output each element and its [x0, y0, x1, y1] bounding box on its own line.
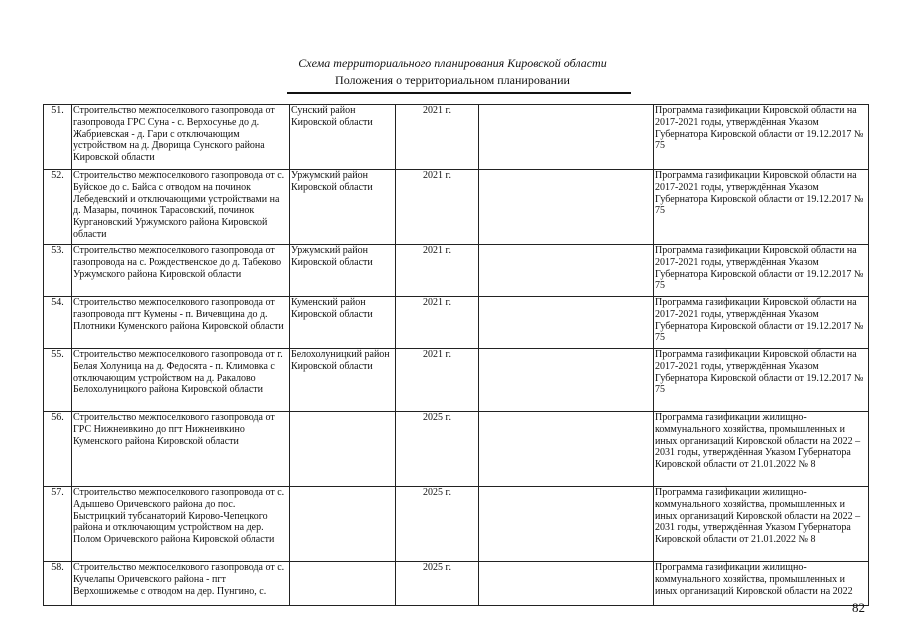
row-number: 53.: [44, 245, 72, 297]
notes-cell: [479, 105, 654, 170]
row-number: 52.: [44, 170, 72, 245]
object-name-cell: Строительство межпоселкового газопровода от газопровода ГРС Суна - с. Верхосунье до д. Жабриевская - д. Гари с отключающим устройством на д. Дворища Сунского района Кировской области: [72, 105, 290, 170]
notes-cell: [479, 562, 654, 606]
notes-cell: [479, 297, 654, 349]
year-cell: 2025 г.: [396, 412, 479, 487]
object-name-cell: Строительство межпоселкового газопровода от с. Адышево Оричевского района до пос. Быстрицкий тубсанаторий Кирово-Чепецкого района и отключающим устройством на дер. Полом Оричевского района Кировской области: [72, 487, 290, 562]
notes-cell: [479, 412, 654, 487]
object-name-cell: Строительство межпоселкового газопровода от с. Буйское до с. Байса с отводом на починок Лебедевский и отключающими устройствами на д. Мазары, починок Тарасовский, починок Кургановский Уржумского района Кировской области: [72, 170, 290, 245]
table-row: [44, 562, 869, 606]
row-number: 57.: [44, 487, 72, 562]
row-number: 51.: [44, 105, 72, 170]
notes-cell: [479, 245, 654, 297]
object-name-cell: Строительство межпоселкового газопровода от ГРС Нижнеивкино до пгт Нижнеивкино Куменского района Кировской области: [72, 412, 290, 487]
district-cell: [290, 562, 396, 606]
table-row: [44, 349, 869, 412]
table-row: [44, 297, 869, 349]
table-row: [44, 245, 869, 297]
row-number: 55.: [44, 349, 72, 412]
year-cell: 2021 г.: [396, 170, 479, 245]
program-cell: Программа газификации жилищно-коммунального хозяйства, промышленных и иных организаций Кировской области на 2022: [654, 562, 869, 606]
program-cell: Программа газификации Кировской области на 2017-2021 годы, утверждённая Указом Губернатора Кировской области от 19.12.2017 № 75: [654, 297, 869, 349]
table-row: [44, 105, 869, 170]
district-cell: Сунский район Кировской области: [290, 105, 396, 170]
table-body: [44, 105, 869, 606]
district-cell: [290, 412, 396, 487]
district-cell: Куменский район Кировской области: [290, 297, 396, 349]
row-number: 56.: [44, 412, 72, 487]
year-cell: 2021 г.: [396, 105, 479, 170]
year-cell: 2021 г.: [396, 245, 479, 297]
year-cell: 2025 г.: [396, 562, 479, 606]
district-cell: Белохолуницкий район Кировской области: [290, 349, 396, 412]
program-cell: Программа газификации жилищно-коммунального хозяйства, промышленных и иных организаций Кировской области на 2022 – 2031 годы, утверждённая Указом Губернатора Кировской области от 21.01.2022 № 8: [654, 487, 869, 562]
table-row: [44, 412, 869, 487]
program-cell: Программа газификации Кировской области на 2017-2021 годы, утверждённая Указом Губернатора Кировской области от 19.12.2017 № 75: [654, 170, 869, 245]
year-cell: 2021 г.: [396, 349, 479, 412]
object-name-cell: Строительство межпоселкового газопровода от газопровода пгт Кумены - п. Вичевщина до д. Плотники Куменского района Кировской области: [72, 297, 290, 349]
header-rule: [287, 92, 631, 94]
document-title: Схема территориального планирования Кировской области: [298, 56, 607, 70]
notes-cell: [479, 349, 654, 412]
page-number: 82: [852, 600, 865, 615]
notes-cell: [479, 487, 654, 562]
program-cell: Программа газификации Кировской области на 2017-2021 годы, утверждённая Указом Губернатора Кировской области от 19.12.2017 № 75: [654, 105, 869, 170]
district-cell: [290, 487, 396, 562]
year-cell: 2021 г.: [396, 297, 479, 349]
table-row: [44, 487, 869, 562]
year-cell: 2025 г.: [396, 487, 479, 562]
table-row: [44, 170, 869, 245]
object-name-cell: Строительство межпоселкового газопровода от г. Белая Холуница на д. Федосята - п. Климовка с отключающим устройством на д. Ракалово Белохолуницкого района Кировской области: [72, 349, 290, 412]
row-number: 54.: [44, 297, 72, 349]
object-name-cell: Строительство межпоселкового газопровода от с. Кучелапы Оричевского района - пгт Верхошижемье с отводом на дер. Пунгино, с.: [72, 562, 290, 606]
program-cell: Программа газификации Кировской области на 2017-2021 годы, утверждённая Указом Губернатора Кировской области от 19.12.2017 № 75: [654, 349, 869, 412]
program-cell: Программа газификации Кировской области на 2017-2021 годы, утверждённая Указом Губернатора Кировской области от 19.12.2017 № 75: [654, 245, 869, 297]
district-cell: Уржумский район Кировской области: [290, 245, 396, 297]
projects-table: [43, 104, 869, 606]
district-cell: Уржумский район Кировской области: [290, 170, 396, 245]
program-cell: Программа газификации жилищно-коммунального хозяйства, промышленных и иных организаций Кировской области на 2022 – 2031 годы, утверждённая Указом Губернатора Кировской области от 21.01.2022 № 8: [654, 412, 869, 487]
row-number: 58.: [44, 562, 72, 606]
document-subtitle: Положения о территориальном планировании: [335, 73, 570, 87]
object-name-cell: Строительство межпоселкового газопровода от газопровода на с. Рождественское до д. Табеково Уржумского района Кировской области: [72, 245, 290, 297]
notes-cell: [479, 170, 654, 245]
